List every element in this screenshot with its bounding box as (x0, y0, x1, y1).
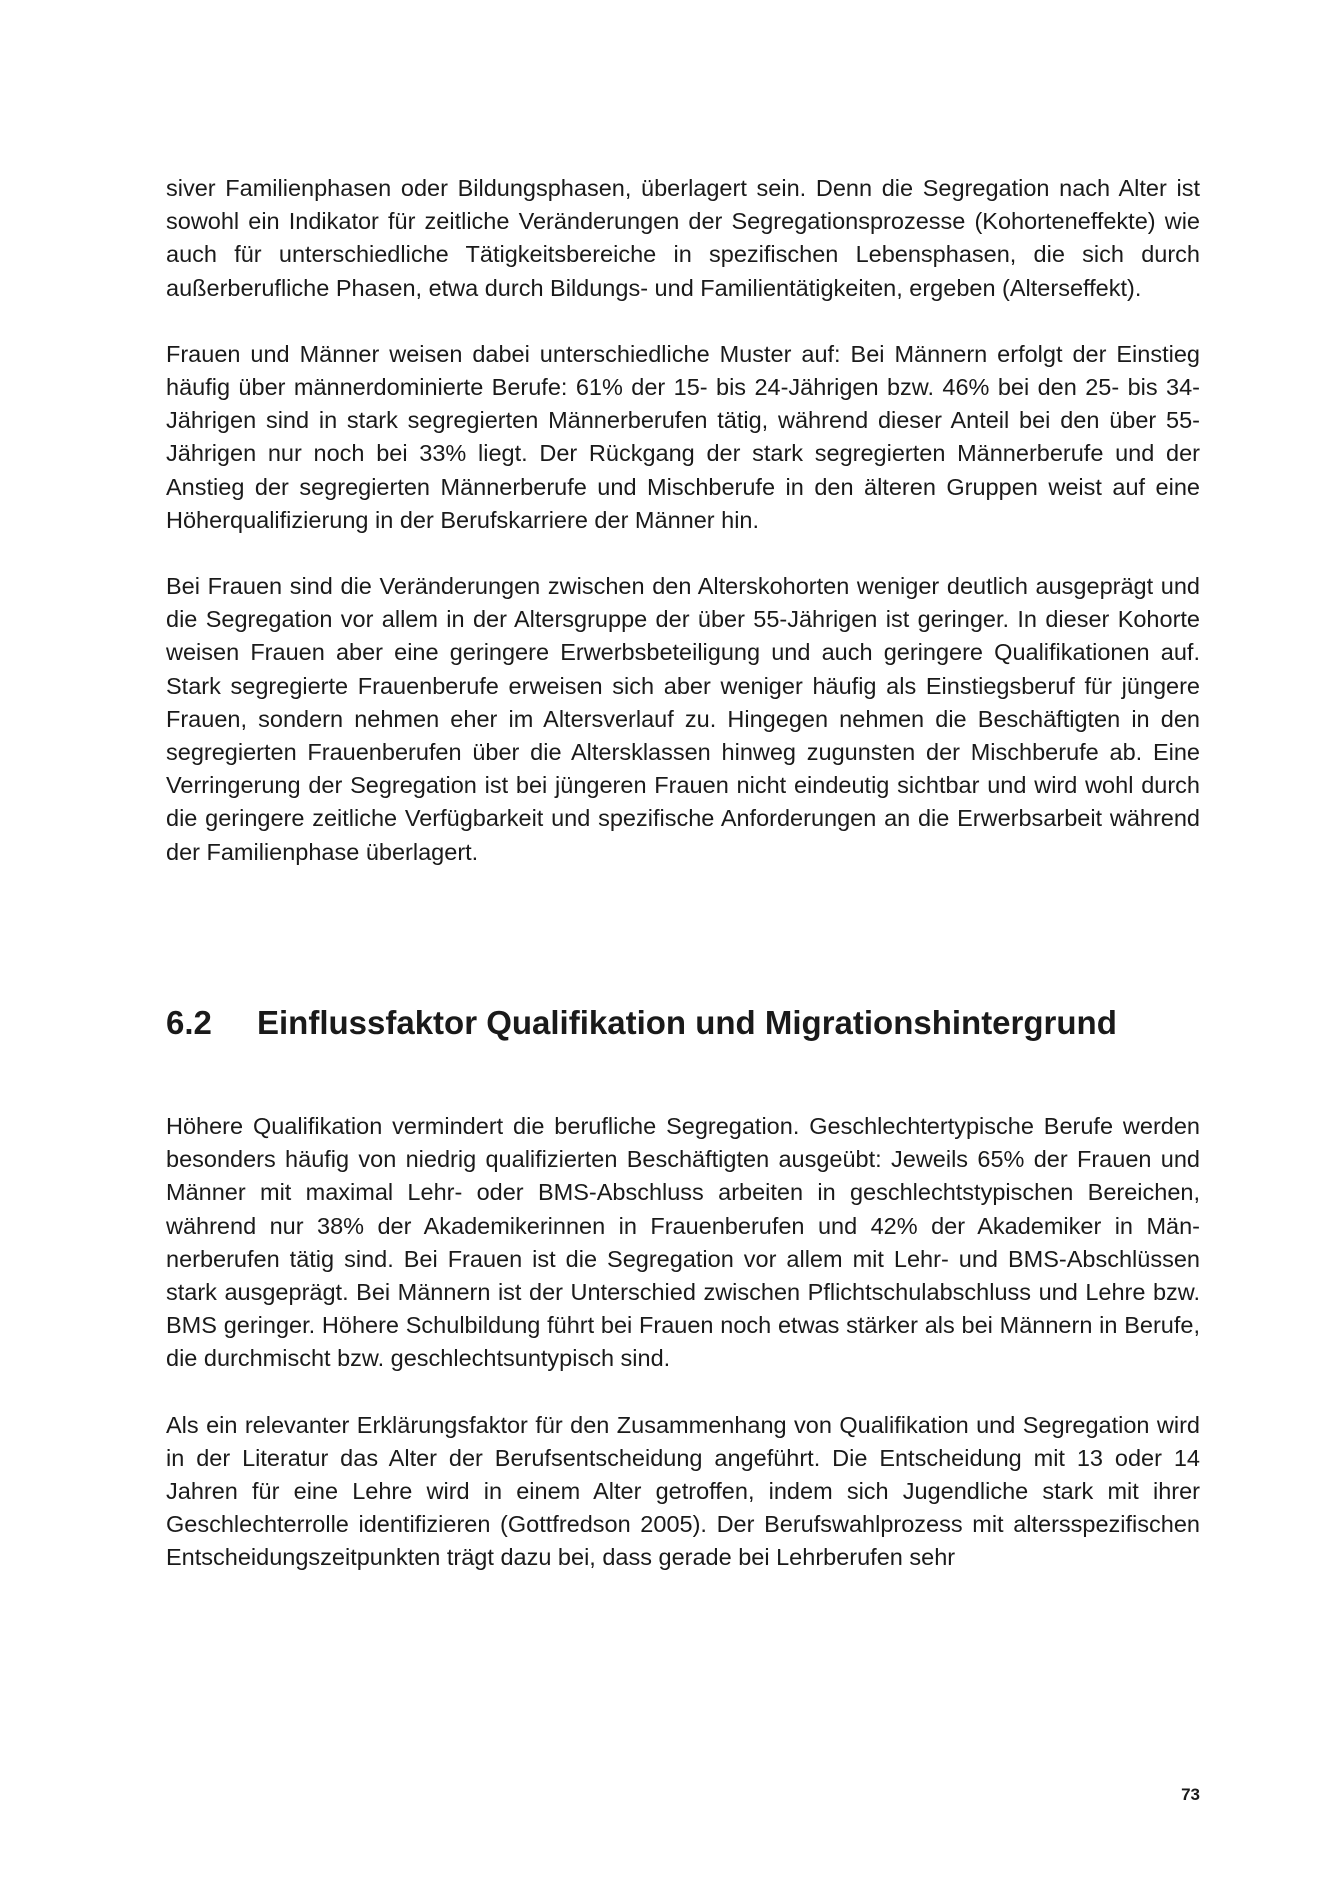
section-heading (166, 1003, 1200, 1043)
paragraph-men-patterns: Frauen und Männer weisen dabei unterschiedliche Muster auf: Bei Männern erfolgt der Einstieg häufig über männerdominierte Berufe: 61% der 15- bis 24-Jährigen bzw. 46% bei den 25- bis 34-Jährigen sind in stark segregierten Männerberufen tätig, während dieser Anteil bei den über 55-Jährigen nur noch bei 33% liegt. Der Rückgang der stark segregierten Männerberufe und der Anstieg der segregierten Männerberufe und Mischberufe in den älteren Gruppen weist auf eine Höherqualifizierung in der Berufskarriere der Männer hin. (166, 340, 1200, 533)
body-text-top (166, 172, 1200, 869)
paragraph-qualification: Höhere Qualifikation vermindert die berufliche Segregation. Geschlechtertypische Berufe werden besonders häufig von niedrig qualifizierten Beschäftigten ausgeübt: Jeweils 65% der Frauen und Männer mit maximal Lehr- oder BMS-Abschluss arbeiten in geschlechtstypischen Bereichen, während nur 38% der Akademikerinnen in Frauenberufen und 42% der Akademiker in Männerberufen tätig sind. Bei Frauen ist die Segregation vor allem mit Lehr- und BMS-Abschlüssen stark ausgeprägt. Bei Männern ist der Unterschied zwischen Pflichtschulabschluss und Lehre bzw. BMS geringer. Höhere Schulbildung führt bei Frauen noch etwas stärker als bei Männern in Berufe, die durchmischt bzw. geschlechtsuntypisch sind. (166, 1113, 1200, 1372)
paragraph-women-patterns: Bei Frauen sind die Veränderungen zwischen den Alterskohorten weniger deutlich ausgeprägt und die Segregation vor allem in der Altersgruppe der über 55-Jährigen ist geringer. In dieser Kohorte weisen Frauen aber eine geringere Erwerbsbeteiligung und auch geringere Qualifikationen auf. Stark segregierte Frauenberufe erweisen sich aber weniger häufig als Einstiegsberuf für jüngere Frauen, sondern nehmen eher im Altersverlauf zu. Hingegen nehmen die Beschäftigten in den segregierten Frauenberufen über die Altersklassen hinweg zugunsten der Mischberufe ab. Eine Verringerung der Segregation ist bei jüngeren Frauen nicht eindeutig sichtbar und wird wohl durch die geringere zeitliche Verfügbarkeit und spezifische Anforderungen an die Erwerbsarbeit während der Familienphase überlagert. (166, 573, 1200, 865)
body-text-bottom (166, 1110, 1200, 1575)
paragraph-segregation-age: siver Familienphasen oder Bildungsphasen, überlagert sein. Denn die Segregation nach Alter ist sowohl ein Indikator für zeitliche Veränderungen der Segregationsprozesse (Kohorteneffekte) wie auch für unterschiedliche Tätigkeitsbereiche in spezifischen Lebensphasen, die sich durch außerberufliche Phasen, etwa durch Bildungs- und Familientätigkeiten, ergeben (Alterseffekt). (166, 175, 1200, 301)
section-number: 6.2 (166, 1004, 212, 1041)
paragraph-career-decision: Als ein relevanter Erklärungsfaktor für den Zusammenhang von Qualifikation und Segregation wird in der Literatur das Alter der Berufsentscheidung angeführt. Die Entscheidung mit 13 oder 14 Jahren für eine Lehre wird in einem Alter getroffen, indem sich Jugendliche stark mit ihrer Geschlechterrolle identifizieren (Gottfredson 2005). Der Berufswahlprozess mit altersspezifischen Entscheidungszeitpunkten trägt dazu bei, dass gerade bei Lehrberufen sehr (166, 1411, 1200, 1571)
section-title: Einflussfaktor Qualifikation und Migrationshintergrund (257, 1004, 1117, 1041)
page-number: 73 (1181, 1785, 1200, 1804)
